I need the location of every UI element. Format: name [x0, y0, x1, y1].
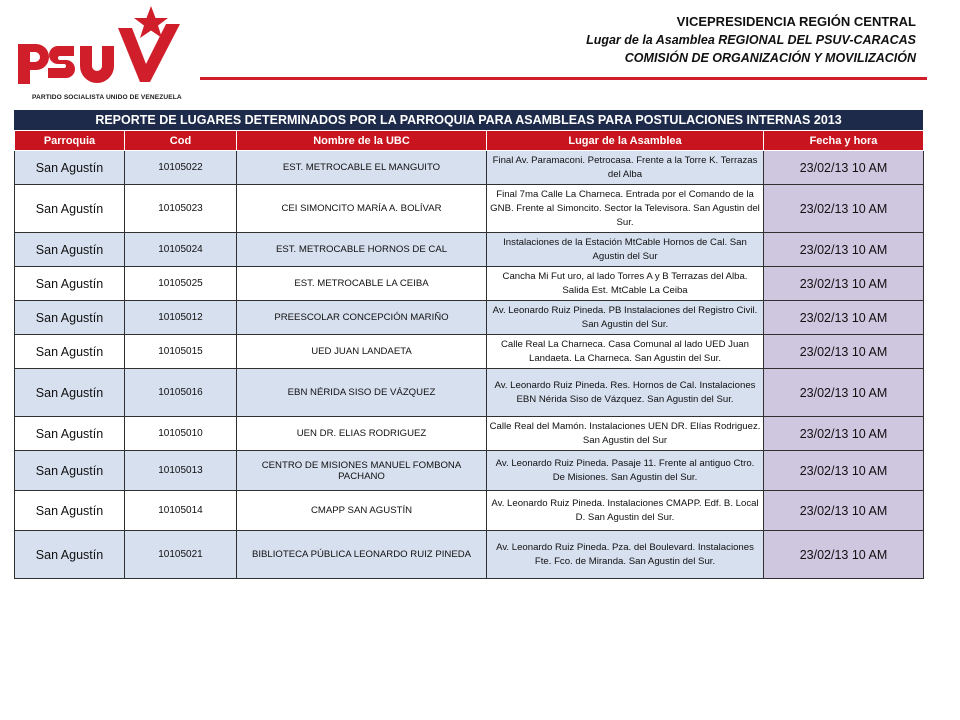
cell-ubc: EST. METROCABLE EL MANGUITO — [237, 151, 487, 185]
header-line-2: Lugar de la Asamblea REGIONAL DEL PSUV-CARACAS — [586, 33, 916, 47]
cell-parroquia: San Agustín — [15, 335, 125, 369]
column-header-ubc: Nombre de la UBC — [237, 131, 487, 151]
cell-ubc: EBN NÉRIDA SISO DE VÁZQUEZ — [237, 369, 487, 417]
cell-lugar: Cancha Mi Fut uro, al lado Torres A y B Terrazas del Alba. Salida Est. MtCable La Ceiba — [487, 267, 764, 301]
cell-lugar: Final Av. Paramaconi. Petrocasa. Frente a la Torre K. Terrazas del Alba — [487, 151, 764, 185]
cell-fecha: 23/02/13 10 AM — [764, 151, 924, 185]
table-row — [15, 267, 924, 301]
cell-cod: 10105012 — [125, 301, 237, 335]
table-row — [15, 451, 924, 491]
column-header-cod: Cod — [125, 131, 237, 151]
column-header-lugar: Lugar de la Asamblea — [487, 131, 764, 151]
cell-ubc: UED JUAN LANDAETA — [237, 335, 487, 369]
column-header-fecha: Fecha y hora — [764, 131, 924, 151]
cell-fecha: 23/02/13 10 AM — [764, 369, 924, 417]
column-header-parroquia: Parroquia — [15, 131, 125, 151]
report-table — [14, 130, 924, 579]
cell-cod: 10105022 — [125, 151, 237, 185]
cell-cod: 10105016 — [125, 369, 237, 417]
cell-lugar: Av. Leonardo Ruiz Pineda. Res. Hornos de Cal. Instalaciones EBN Nérida Siso de Vázquez. San Agustin del Sur. — [487, 369, 764, 417]
cell-parroquia: San Agustín — [15, 267, 125, 301]
cell-parroquia: San Agustín — [15, 531, 125, 579]
cell-fecha: 23/02/13 10 AM — [764, 491, 924, 531]
header-line-3: COMISIÓN DE ORGANIZACIÓN Y MOVILIZACIÓN — [624, 51, 916, 65]
cell-parroquia: San Agustín — [15, 233, 125, 267]
cell-fecha: 23/02/13 10 AM — [764, 417, 924, 451]
cell-ubc: CMAPP SAN AGUSTÍN — [237, 491, 487, 531]
table-row — [15, 233, 924, 267]
cell-fecha: 23/02/13 10 AM — [764, 301, 924, 335]
cell-cod: 10105023 — [125, 185, 237, 233]
header-line-1: VICEPRESIDENCIA REGIÓN CENTRAL — [676, 14, 916, 29]
cell-parroquia: San Agustín — [15, 417, 125, 451]
cell-fecha: 23/02/13 10 AM — [764, 233, 924, 267]
cell-ubc: EST. METROCABLE HORNOS DE CAL — [237, 233, 487, 267]
cell-fecha: 23/02/13 10 AM — [764, 335, 924, 369]
cell-parroquia: San Agustín — [15, 301, 125, 335]
cell-ubc: UEN DR. ELIAS RODRIGUEZ — [237, 417, 487, 451]
cell-parroquia: San Agustín — [15, 369, 125, 417]
report-title: REPORTE DE LUGARES DETERMINADOS POR LA PARROQUIA PARA ASAMBLEAS PARA POSTULACIONES INTERNAS 2013 — [14, 110, 923, 130]
cell-ubc: BIBLIOTECA PÚBLICA LEONARDO RUIZ PINEDA — [237, 531, 487, 579]
cell-fecha: 23/02/13 10 AM — [764, 267, 924, 301]
cell-ubc: EST. METROCABLE LA CEIBA — [237, 267, 487, 301]
cell-lugar: Av. Leonardo Ruiz Pineda. Pza. del Boulevard. Instalaciones Fte. Fco. de Miranda. San Agustin del Sur. — [487, 531, 764, 579]
table-row — [15, 531, 924, 579]
table-row — [15, 491, 924, 531]
cell-parroquia: San Agustín — [15, 151, 125, 185]
cell-lugar: Calle Real La Charneca. Casa Comunal al lado UED Juan Landaeta. La Charneca. San Agustin del Sur. — [487, 335, 764, 369]
cell-parroquia: San Agustín — [15, 491, 125, 531]
cell-ubc: PREESCOLAR CONCEPCIÓN MARIÑO — [237, 301, 487, 335]
cell-cod: 10105025 — [125, 267, 237, 301]
report-table-wrap — [14, 110, 923, 579]
cell-lugar: Calle Real del Mamón. Instalaciones UEN DR. Elías Rodriguez. San Agustin del Sur — [487, 417, 764, 451]
cell-cod: 10105024 — [125, 233, 237, 267]
table-row — [15, 151, 924, 185]
cell-parroquia: San Agustín — [15, 451, 125, 491]
table-header-row — [15, 131, 924, 151]
header — [586, 12, 916, 67]
cell-lugar: Av. Leonardo Ruiz Pineda. PB Instalaciones del Registro Civil. San Agustin del Sur. — [487, 301, 764, 335]
cell-lugar: Final 7ma Calle La Charneca. Entrada por el Comando de la GNB. Frente al Simoncito. Sector la Televisora. San Agustin del Sur. — [487, 185, 764, 233]
table-row — [15, 185, 924, 233]
logo-caption: PARTIDO SOCIALISTA UNIDO DE VENEZUELA — [32, 94, 182, 101]
cell-parroquia: San Agustín — [15, 185, 125, 233]
cell-ubc: CEI SIMONCITO MARÍA A. BOLÍVAR — [237, 185, 487, 233]
table-row — [15, 417, 924, 451]
cell-fecha: 23/02/13 10 AM — [764, 185, 924, 233]
cell-cod: 10105021 — [125, 531, 237, 579]
table-row — [15, 335, 924, 369]
table-body — [15, 151, 924, 579]
cell-lugar: Av. Leonardo Ruiz Pineda. Instalaciones CMAPP. Edf. B. Local D. San Agustin del Sur. — [487, 491, 764, 531]
cell-cod: 10105015 — [125, 335, 237, 369]
psuv-logo — [14, 6, 204, 106]
table-row — [15, 301, 924, 335]
cell-lugar: Av. Leonardo Ruiz Pineda. Pasaje 11. Frente al antiguo Ctro. De Misiones. San Agustin del Sur. — [487, 451, 764, 491]
header-divider — [200, 77, 927, 80]
cell-cod: 10105014 — [125, 491, 237, 531]
table-row — [15, 369, 924, 417]
cell-lugar: Instalaciones de la Estación MtCable Hornos de Cal. San Agustin del Sur — [487, 233, 764, 267]
cell-cod: 10105010 — [125, 417, 237, 451]
cell-fecha: 23/02/13 10 AM — [764, 451, 924, 491]
cell-ubc: CENTRO DE MISIONES MANUEL FOMBONA PACHANO — [237, 451, 487, 491]
psuv-logo-graphic — [14, 6, 204, 92]
cell-cod: 10105013 — [125, 451, 237, 491]
cell-fecha: 23/02/13 10 AM — [764, 531, 924, 579]
